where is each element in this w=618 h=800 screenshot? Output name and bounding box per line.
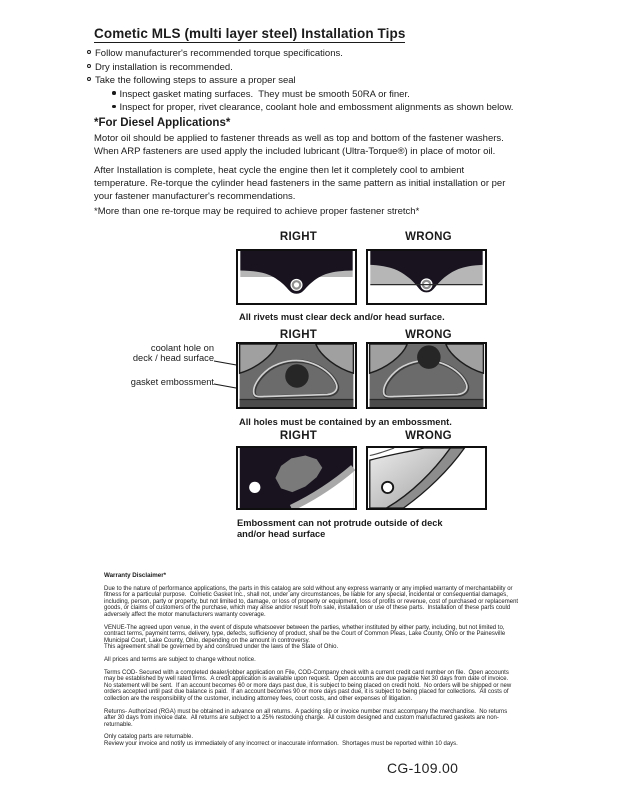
rivet-clearance-wrong-diagram bbox=[366, 249, 487, 305]
embossment-protrusion-wrong-diagram bbox=[366, 446, 487, 510]
list-sub-item bbox=[112, 101, 527, 115]
diesel-paragraph-2: After Installation is complete, heat cycle the engine then let it completely cool to ambient temperature. Re-torque the cylinder head fasteners in the same pattern as initial installation or per your fastener manufacturer's recommendations. bbox=[94, 165, 509, 202]
open-bullet-icon bbox=[87, 64, 91, 68]
diesel-applications-heading: *For Diesel Applications* bbox=[94, 117, 231, 129]
disclaimer-paragraph: Due to the nature of performance applications, the parts in this catalog are sold without any express warranty or any implied warranty of merchantability or fitness for a particular purpose. Cometic Gasket Inc., shall not, under any circumstances, be liable for any special, incidental or consequential damages, including, person, party or property, but not limited to, damage, or loss of property or equipment, loss of profits or revenue, cost of purchased or replacement goods, or claims of customers of the purchase, which may arise and/or result from sale, installation or use of these parts. Installation of these parts could adversely affect the motor manufacturers warranty coverage. bbox=[104, 585, 520, 618]
disclaimer-paragraph: VENUE-The agreed upon venue, in the event of dispute whatsoever between the parties, whether instituted by either party, including, but not limited to, contract terms, payment terms, delivery, type, defects, sufficiency of product, shall be the Court of Common Pleas, Lake County, Ohio or the Painesville Municipal Court, Lake County, Ohio, depending on the amount in controversy. bbox=[104, 624, 507, 644]
disclaimer-heading: Warranty Disclaimer* bbox=[104, 572, 167, 579]
embossment-protrusion-right-diagram bbox=[236, 446, 357, 510]
rivet-clearance-right-diagram bbox=[236, 249, 357, 305]
row1-caption: All rivets must clear deck and/or head surface. bbox=[239, 312, 445, 322]
page-title: Cometic MLS (multi layer steel) Installation Tips bbox=[94, 26, 406, 41]
list-item-text: Inspect gasket mating surfaces. They must be smooth 50RA or finer. bbox=[119, 88, 410, 100]
filled-bullet-icon bbox=[112, 105, 116, 109]
right-column-header: RIGHT bbox=[279, 231, 318, 243]
embossment-containment-wrong-diagram bbox=[366, 342, 487, 409]
list-item-text: Inspect for proper, rivet clearance, coolant hole and embossment alignments as shown below. bbox=[119, 102, 514, 113]
gasket-embossment-label: gasket embossment bbox=[130, 377, 214, 387]
disclaimer-paragraph: Review your invoice and notify us immediately of any incorrect or inaccurate information. Shortages must be reported within 10 days. bbox=[104, 740, 458, 747]
right-column-header: RIGHT bbox=[279, 430, 318, 442]
right-column-header: RIGHT bbox=[279, 329, 318, 341]
list-item bbox=[87, 47, 527, 61]
wrong-column-header: WRONG bbox=[405, 329, 452, 341]
wrong-column-header: WRONG bbox=[405, 430, 452, 442]
list-item bbox=[87, 74, 527, 88]
list-item-text: Follow manufacturer's recommended torque specifications. bbox=[95, 48, 343, 59]
list-sub-item bbox=[112, 88, 527, 102]
list-item-text: Take the following steps to assure a proper seal bbox=[95, 75, 296, 86]
open-bullet-icon bbox=[87, 50, 91, 54]
disclaimer-paragraph: Returns- Authorized (RGA) must be obtained in advance on all returns. A packing slip or invoice number must accompany the merchandise. No returns after 30 days from invoice date. All returns are subject to a 25% restocking charge. All custom designed and custom manufactured gaskets are non-returnable. bbox=[104, 708, 509, 728]
retorque-note: *More than one re-torque may be required to achieve proper fastener stretch* bbox=[94, 206, 420, 217]
row2-caption: All holes must be contained by an embossment. bbox=[239, 417, 452, 427]
embossment-containment-right-diagram bbox=[236, 342, 357, 409]
list-item-text: Dry installation is recommended. bbox=[95, 61, 233, 73]
disclaimer-paragraph: Only catalog parts are returnable. bbox=[104, 734, 194, 741]
warranty-disclaimer bbox=[104, 573, 519, 753]
list-item bbox=[87, 61, 527, 75]
page-code: CG-109.00 bbox=[387, 760, 459, 776]
disclaimer-paragraph: All prices and terms are subject to change without notice. bbox=[104, 656, 256, 663]
disclaimer-paragraph: This agreement shall be governed by and construed under the laws of the State of Ohio. bbox=[104, 644, 339, 651]
row3-caption: Embossment can not protrude outside of deck and/or head surface bbox=[237, 518, 443, 539]
coolant-hole-label: coolant hole on deck / head surface bbox=[132, 343, 214, 363]
disclaimer-paragraph: Terms COD- Secured with a completed dealer/jobber application on File, COD-Company check with a current credit card number on file. Open accounts may be established by well rated firms. A credit application is available upon request. Open accounts are due payable Net 30 days from date of invoice. No statement will be sent. If an account becomes 60 or more days past due, it is subject to being placed on credit hold. No orders will be shipped or new orders accepted until past due balance is paid. If an account becomes 90 or more days past due, it is subject to being placed for collections. All costs of collection are the responsibility of the customer, including attorney fees, court costs, and other expenses of litigation. bbox=[104, 669, 513, 702]
filled-bullet-icon bbox=[112, 91, 116, 95]
diesel-paragraph-1: Motor oil should be applied to fastener threads as well as top and bottom of the fastener washers. When ARP fasteners are used apply the included lubricant (Ultra-Torque®) in place of motor oil. bbox=[94, 133, 507, 157]
installation-tips-list bbox=[87, 47, 527, 115]
wrong-column-header: WRONG bbox=[405, 231, 452, 243]
open-bullet-icon bbox=[87, 77, 91, 81]
